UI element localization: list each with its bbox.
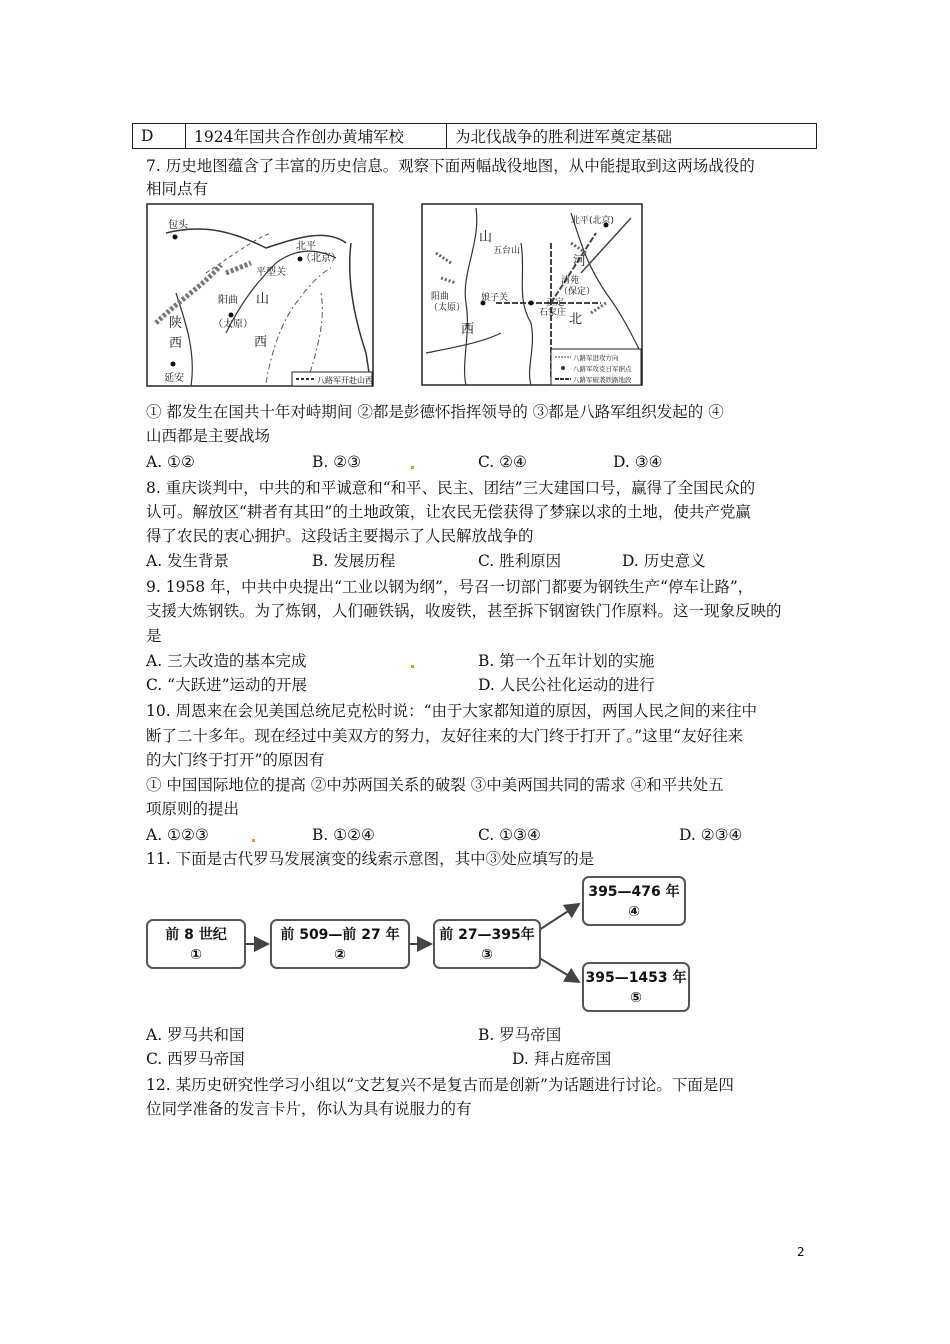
flow-box-4-mark: ④: [628, 904, 640, 920]
map2-label-niangziguan: 娘子关: [481, 293, 509, 303]
table-cell-significance: 为北伐战争的胜利进军奠定基础: [447, 124, 817, 149]
q11-option-b[interactable]: B. 罗马帝国: [478, 1026, 562, 1044]
q7-option-d[interactable]: D. ③④: [613, 453, 663, 471]
q8-line1: 8. 重庆谈判中，中共的和平诚意和“和平、民主、团结”三大建国口号，赢得了全国民众的: [146, 479, 756, 497]
map2-label-baoding: （保定）: [559, 287, 596, 297]
map1-label-yanan: 延安: [164, 373, 184, 384]
q9-option-c[interactable]: C. “大跃进”运动的开展: [146, 676, 308, 694]
mark-dot: [252, 839, 255, 842]
q7-stem-line2: 相同点有: [146, 180, 209, 198]
q10-line3: 的大门终于打开”的原因有: [146, 751, 325, 769]
flow-box-3-mark: ③: [481, 947, 493, 963]
map2-legend-attack: 八路军进攻方向: [573, 354, 619, 362]
flow-box-5-period: 395—1453 年: [585, 970, 687, 986]
q7-statements-line2: 山西都是主要战场: [146, 427, 271, 445]
q10-option-d[interactable]: D. ②③④: [679, 826, 743, 844]
flow-box-3-period: 前 27—395年: [439, 927, 535, 943]
q8-option-b[interactable]: B. 发展历程: [312, 552, 396, 570]
q9-line2: 支援大炼钢铁。为了炼钢，人们砸铁锅，收废铁，甚至拆下钢窗铁门作原料。这一现象反映的: [146, 602, 782, 620]
q7-statements-line1: ① 都发生在国共十年对峙期间 ②都是彭德怀指挥领导的 ③都是八路军组织发起的 ④: [146, 403, 724, 421]
q11-option-a[interactable]: A. 罗马共和国: [146, 1026, 245, 1044]
table-row: [133, 124, 817, 149]
mark-dot: [411, 665, 414, 668]
map1-label-baotou: 包头: [168, 220, 188, 231]
q10-option-a[interactable]: A. ①②③: [146, 826, 209, 844]
q10-line4: ① 中国国际地位的提高 ②中苏两国关系的破裂 ③中美两国共同的需求 ④和平共处五: [146, 776, 724, 794]
map2-label-xi: 西: [461, 322, 475, 337]
flow-box-1-period: 前 8 世纪: [165, 927, 227, 943]
q8-option-a[interactable]: A. 发生背景: [146, 552, 230, 570]
map2-label-bei: 北: [569, 312, 583, 327]
page-number: 2: [797, 1245, 805, 1259]
q10-option-c[interactable]: C. ①③④: [478, 826, 541, 844]
q7-option-a[interactable]: A. ①②: [146, 453, 195, 471]
map2-legend-rail: 八路军破袭铁路地段: [573, 376, 632, 384]
q9-option-d[interactable]: D. 人民公社化运动的进行: [478, 676, 655, 694]
map2-label-yangqu: 阳曲: [431, 292, 450, 302]
map1-label-taiyuan: （太原）: [213, 319, 253, 330]
map2-label-he: 河: [573, 254, 587, 269]
q11-option-d[interactable]: D. 拜占庭帝国: [512, 1050, 612, 1068]
map2-label-beiping: 北平(北京): [571, 216, 615, 226]
q8-option-d[interactable]: D. 历史意义: [622, 552, 706, 570]
q7-stem-line1: 7. 历史地图蕴含了丰富的历史信息。观察下面两幅战役地图，从中能提取到这两场战役的: [146, 157, 755, 175]
q11-stem: 11. 下面是古代罗马发展演变的线索示意图，其中③处应填写的是: [146, 850, 595, 868]
q11-option-c[interactable]: C. 西罗马帝国: [146, 1050, 245, 1068]
map1-label-xi2: 西: [169, 336, 183, 351]
flow-box-2: [270, 919, 410, 969]
q7-option-c[interactable]: C. ②④: [478, 453, 527, 471]
map1-label-xi: 西: [254, 335, 268, 350]
map1-label-shan: 山: [256, 292, 270, 307]
map2-label-taiyuan: （太原）: [429, 303, 466, 313]
q10-line1: 10. 周恩来在会见美国总统尼克松时说：“由于大家都知道的原因，两国人民之间的来往中: [146, 702, 758, 720]
map2-label-shan: 山: [479, 230, 493, 245]
flow-box-5-mark: ⑤: [630, 990, 642, 1006]
map1-legend: 八路军开赴山西: [317, 376, 373, 385]
q9-option-a[interactable]: A. 三大改造的基本完成: [146, 652, 307, 670]
q9-line1: 9. 1958 年，中共中央提出“工业以钢为纲”，号召一切部门都要为钢铁生产“停车让路”，: [146, 578, 754, 596]
map1-label-beiping: 北平: [296, 241, 316, 252]
map-hundred-regiments: [421, 203, 643, 386]
table-cell-event: 1924年国共合作创办黄埔军校: [186, 124, 447, 149]
map2-label-shijiazhuang: 石家庄: [539, 308, 567, 318]
answer-table: [132, 123, 817, 149]
flow-box-4-period: 395—476 年: [588, 884, 680, 900]
flow-box-2-period: 前 509—前 27 年: [280, 927, 400, 943]
q8-option-c[interactable]: C. 胜利原因: [478, 552, 562, 570]
map2-label-zhengding: 正定: [546, 298, 565, 308]
map2-label-qingyuan: 清苑: [561, 276, 580, 286]
flow-box-1: [146, 919, 246, 969]
q9-line3: 是: [146, 627, 162, 645]
table-cell-option: D: [133, 124, 186, 149]
q10-line5: 项原则的提出: [146, 800, 240, 818]
q8-line2: 认可。解放区“耕者有其田”的土地政策，让农民无偿获得了梦寐以求的土地，使共产党赢: [146, 503, 751, 521]
q10-option-b[interactable]: B. ①②④: [312, 826, 375, 844]
flow-box-3: [433, 919, 541, 969]
map1-label-yangqu: 阳曲: [218, 295, 238, 306]
flow-box-1-mark: ①: [190, 947, 202, 963]
q7-option-b[interactable]: B. ②③: [312, 453, 362, 471]
flow-box-2-mark: ②: [334, 947, 346, 963]
q8-line3: 得了农民的衷心拥护。这段话主要揭示了人民解放战争的: [146, 527, 534, 545]
flow-box-5: [582, 962, 690, 1012]
map1-label-shan2: 陕: [169, 316, 183, 331]
map-pingxingguan: [146, 203, 374, 388]
map2-legend-capture: 八路军攻克日军据点: [573, 365, 632, 373]
map2-label-wutaishan: 五台山: [493, 246, 521, 256]
flow-box-4: [582, 876, 686, 926]
q10-line2: 断了二十多年。现在经过中美双方的努力，友好往来的大门终于打开了。”这里“友好往来: [146, 727, 744, 745]
map1-label-beijing: （北京）: [301, 253, 341, 264]
map1-label-pingxingguan: 平型关: [256, 267, 286, 278]
mark-dot: [411, 466, 414, 469]
q12-line2: 位同学准备的发言卡片，你认为具有说服力的有: [146, 1100, 472, 1118]
q9-option-b[interactable]: B. 第一个五年计划的实施: [478, 652, 655, 670]
q12-line1: 12. 某历史研究性学习小组以“文艺复兴不是复古而是创新”为话题进行讨论。下面是四: [146, 1076, 734, 1094]
